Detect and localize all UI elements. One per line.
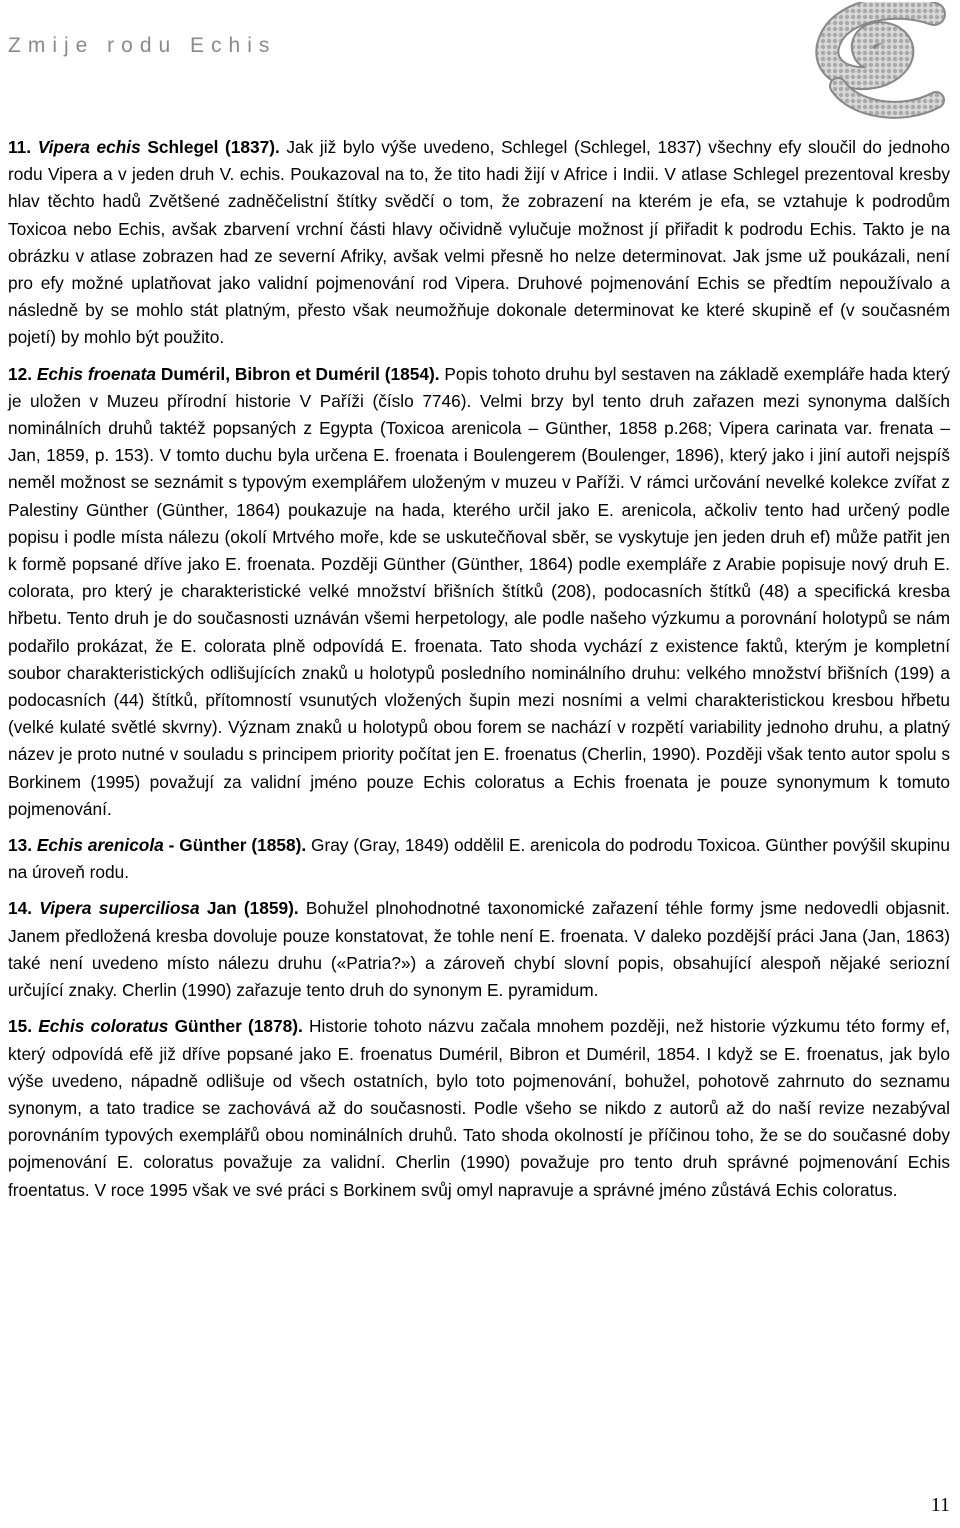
text-run: . Poukazoval na to, že tito hadi žijí v Africe i Indii. V atlase Schlegel prezentoval kresby hlav těchto hadů Zvětšené zadněčelistní štítky svědčí o tom, že zobrazení na kterém je efa, se vztahuje k podrodům — [8, 164, 950, 212]
text-run: považuje za validní. Cherlin (1990) považuje pro tento druh správné pojmenování — [213, 1152, 908, 1173]
text-run: nebo — [66, 218, 119, 239]
text-run: . Druhové pojmenování — [504, 273, 698, 294]
text-run: , avšak zbarvení vrchní části hlavy očividně vylučuje možnost jí přiřadit k podrodu — [160, 218, 810, 239]
italic-run: E. arenicola — [508, 835, 601, 856]
bold-run: 15. — [8, 1016, 39, 1037]
paragraph-14-vipera-superciliosa — [8, 895, 950, 1004]
text-run: . Tato shoda vychází z existence faktů, kterým je kompletní soubor charakteristických odlišujících znaků u holotypů posledního nominálního druhu: velkého množství břišních (199) a podocasních (44) štítků, přítomností vsunutých vložených šupin mezi nosními a velmi charakteristickou kresbou hřbetu (velké kulaté světlé skvrny). Význam znaků u holotypů obou forem se nachází v rozpětí variability jednoho druhu, a platný název je proto nutné v souladu s principem priority počítat jen — [8, 635, 951, 765]
italic-run: E. froenata — [391, 635, 478, 656]
text-run: jak bylo výše uvedeno, nápadně odlišuje od všech ostatních, bylo toto pojmenování, bohužel, pohotově zahrnuto do seznamu synonym, a tato tradice se zachovává až do současnosti. Podle všeho se nikdo z autorů až do naší revize nezabýval porovnáním typových exemplářů obou nominálních druhů. Tato shoda okolností je příčinou toho, že se do současné doby pojmenování — [8, 1043, 950, 1173]
bold-italic-run: Echis arenicola — [36, 835, 164, 856]
text-run: Gray (Gray, 1849) oddělil — [306, 835, 509, 856]
italic-run: E. arenicola — [597, 499, 692, 520]
italic-run: E. coloratus — [116, 1152, 214, 1173]
italic-run: Toxicoa — [697, 835, 756, 856]
coiled-snake-icon — [784, 2, 954, 120]
italic-run: E. froenatus — [483, 744, 577, 765]
italic-run: Toxicoa arenicola — [385, 418, 522, 439]
text-run: a — [544, 771, 574, 792]
text-run: . — [892, 1179, 898, 1200]
bold-run: Günther (1878). — [168, 1016, 303, 1037]
text-run: . V daleko pozdější práci Jana (Jan, 1863) také není uvedeno místo nálezu druhu («Patria?») a zároveň chybí slovní popis, obsahující alespoň nějaké seriozní určující znaky. Cherlin (1990) zařazuje tento druh do synonym — [8, 925, 950, 1001]
italic-run: Vipera — [455, 273, 505, 294]
text-run: . Později Günther (Günther, 1864) podle exempláře z Arabie popisuje nový druh — [310, 554, 934, 575]
italic-run: Echis — [809, 218, 852, 239]
text-run: . — [593, 980, 599, 1001]
running-header-title: Zmije rodu Echis — [8, 34, 277, 57]
italic-run: Echis coloratus — [423, 771, 545, 792]
bold-italic-run: Vipera superciliosa — [39, 898, 200, 919]
text-run: (Cherlin, 1990). Později však tento autor spolu s Borkinem (1995) považují za validní jméno pouze — [8, 744, 950, 792]
italic-run: E. colorata — [8, 554, 951, 602]
italic-run: Echis — [118, 218, 161, 239]
text-run: – Günther, 1858 p.268; — [521, 418, 720, 439]
text-run: . V roce 1995 však ve své práci s Borkinem svůj omyl napravuje a správné jméno zůstává — [84, 1179, 776, 1200]
paragraph-11-vipera-echis — [8, 134, 950, 352]
text-run: plně odpovídá — [265, 635, 392, 656]
bold-run: 14. — [8, 898, 40, 919]
bold-italic-run: Echis coloratus — [38, 1016, 169, 1037]
bold-run: 11. — [8, 137, 38, 157]
italic-run: E. froenatus, — [784, 1043, 884, 1064]
text-run: , pro který je charakteristické velké množství břišních štítků (208), podocasních štítků (48) a specifická kresba hřbetu. Tento druh je do současnosti uznáván všemi herpetology, ale podle našeho výzkumu a porovnání holotypů se nám podařilo prokázat, že — [8, 581, 950, 656]
text-run: Popis tohoto druhu byl sestaven na základě exempláře hada který je uložen v Muzeu přírodní historie V Paříži (číslo 7746). Velmi brzy byl tento druh zařazen mezi synonyma dalších nominálních druhů taktéž popsaných z Egypta ( — [8, 363, 951, 439]
italic-run: Vipera — [47, 164, 98, 185]
paragraph-15-echis-coloratus — [8, 1013, 950, 1203]
text-run: , ačkoliv tento had určený podle popisu i podle místa nálezu (okolí Mrtvého moře, kde se uskutečňoval sběr, se vyskytuje jen jeden druh ef) může patřit jen k formě popsané dříve jako — [8, 499, 950, 575]
italic-run: Echis coloratus — [775, 1179, 893, 1200]
italic-run: E. colorata — [180, 635, 266, 656]
text-run: Bohužel plnohodnotné taxonomické zařazení téhle formy jsme nedovedli objasnit. Janem předložená kresba dovoluje pouze konstatovat, že tohle není — [8, 898, 951, 946]
italic-run: Toxicoa — [8, 218, 67, 239]
text-run: . Takto je na obrázku v atlase zobrazen had ze severní Afriky, avšak velmi přesně ho nelze determinovat. Jak jsme už poukázali, není pro efy možné uplatňovat jako validní pojmenování rod — [8, 218, 950, 294]
paragraph-13-echis-arenicola — [8, 832, 950, 886]
text-run: je pouze synonymum k tomuto pojmenování. — [8, 771, 950, 819]
italic-run: Echis froentatus — [8, 1152, 951, 1200]
bold-italic-run: Echis froenata — [36, 363, 157, 384]
text-run: – Jan, 1859, p. 153). V tomto duchu byla určena — [8, 418, 950, 466]
text-run: a v jeden druh — [97, 164, 220, 185]
text-run: var. — [837, 418, 880, 439]
italic-run: E. froenata — [225, 554, 311, 575]
text-run: do podrodu — [600, 835, 698, 856]
page-number: 11 — [930, 1494, 950, 1516]
bold-italic-run: Vipera echis — [37, 137, 141, 157]
paragraph-12-echis-froenata — [8, 361, 950, 823]
bold-run: 12. — [8, 363, 37, 384]
bold-run: Schlegel (1837). — [140, 137, 280, 157]
text-run: Jak již bylo výše uvedeno, Schlegel (Schlegel, 1837) všechny efy sloučil do jednoho rodu — [8, 137, 950, 185]
bold-run: Jan (1859). — [199, 898, 299, 919]
italic-run: Vipera carinata — [719, 418, 838, 439]
bold-run: Duméril, Bibron et Duméril (1854). — [156, 363, 440, 384]
italic-run: E. pyramidum — [487, 980, 594, 1001]
article-body — [8, 134, 950, 1213]
text-run: . Günther povýšil skupinu na úroveň rodu. — [8, 835, 951, 883]
bold-run: 13. — [8, 835, 37, 856]
text-run: Historie tohoto názvu začala mnohem později, než historie výzkumu této formy ef, který odpovídá efě již dříve popsané jako — [8, 1016, 950, 1064]
bold-run: - Günther (1858). — [163, 835, 307, 856]
text-run: Duméril, Bibron et Duméril, 1854. I když se — [432, 1043, 785, 1064]
italic-run: E. froenata — [373, 445, 459, 466]
text-run: i Boulengerem (Boulenger, 1896), který jako i jiní autoři nejspíš neměl možnost se seznámit s typovým exemplářem uloženým v muzeu v Paříži. V rámci určování nevelké kolekce zvířat z Palestiny Günther (Günther, 1864) poukazuje na hada, kterého určil jako — [8, 445, 950, 520]
italic-run: V. echis — [219, 164, 281, 185]
italic-run: Echis — [697, 273, 740, 294]
text-run: se předtím nepoužívalo a následně by se mohlo stát platným, přesto však neumožňuje dokonale determinovat ke které skupině ef (v současném pojetí) by mohlo být použito. — [8, 273, 950, 348]
italic-run: Echis froenata — [573, 771, 689, 792]
italic-run: E. froenata — [538, 925, 624, 946]
italic-run: frenata — [879, 418, 934, 439]
italic-run: E. froenatus — [337, 1043, 433, 1064]
